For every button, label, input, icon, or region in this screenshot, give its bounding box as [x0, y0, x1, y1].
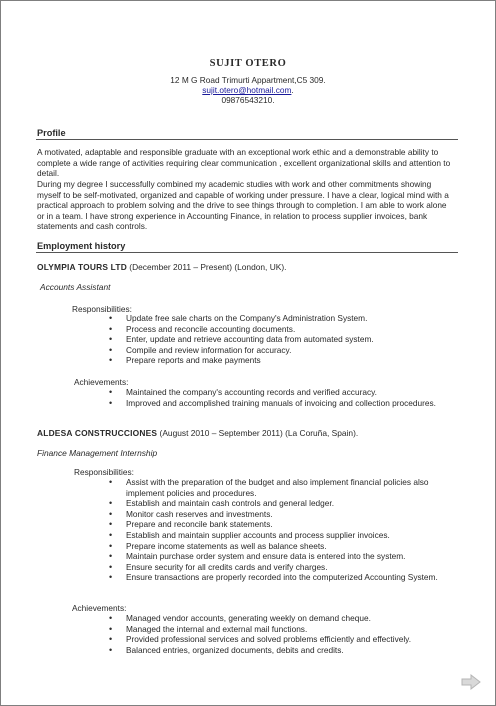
email-link[interactable]: sujit.otero@hotmail.com — [202, 85, 292, 95]
list-item: • Assist with the preparation of the budget and also implement financial policies also implement policies and procedures. — [107, 477, 452, 498]
company-name: ALDESA CONSTRUCCIONES — [37, 428, 158, 438]
list-item: • Monitor cash reserves and investments. — [107, 509, 452, 520]
achievements-label: Achievements: — [74, 377, 129, 387]
list-item: • Ensure transactions are properly recorded into the computerized Accounting System. — [107, 572, 452, 583]
phone: 09876543210. — [221, 95, 275, 105]
list-item: • Managed the internal and external mail functions. — [107, 624, 452, 635]
candidate-name: SUJIT OTERO — [209, 58, 287, 69]
company-name: OLYMPIA TOURS LTD — [37, 262, 127, 272]
list-item: • Establish and maintain cash controls and general ledger. — [107, 498, 452, 509]
list-item: • Prepare and reconcile bank statements. — [107, 519, 452, 530]
job-role: Accounts Assistant — [40, 282, 111, 292]
list-item: • Process and reconcile accounting documents. — [107, 324, 452, 335]
job-header — [37, 428, 358, 439]
list-item: • Managed vendor accounts, generating weekly on demand cheque. — [107, 613, 452, 624]
profile-paragraph-1: A motivated, adaptable and responsible graduate with an exceptional work ethic and a demonstrable ability to complete a wide range of activities requiring clear communication , excellent organizational skills and attention to detail. — [37, 147, 451, 179]
job-role: Finance Management Internship — [37, 448, 158, 458]
list-item: • Enter, update and retrieve accounting data from automated system. — [107, 334, 452, 345]
responsibilities-list — [107, 477, 452, 583]
job-dates-location: (December 2011 – Present) (London, UK). — [126, 262, 287, 272]
list-item: • Compile and review information for accuracy. — [107, 345, 452, 356]
profile-heading: Profile — [37, 128, 66, 138]
responsibilities-label: Responsibilities: — [72, 304, 132, 314]
achievements-list — [107, 613, 452, 655]
list-item: • Update free sale charts on the Company's Administration System. — [107, 313, 452, 324]
profile-paragraph-2: During my degree I successfully combined my academic studies with work and other commitments showing myself to be self-motivated, organized and capable of working under pressure. I have a clear, logical mind with a practical approach to problem solving and the drive to see things through to completion. I am able to work alone or in a team. I have strong experience in Accounting Finance, in relation to process supplier invoices, bank statements and cash controls. — [37, 179, 449, 232]
list-item: • Maintain purchase order system and ensure data is entered into the system. — [107, 551, 452, 562]
list-item: • Establish and maintain supplier accounts and process supplier invoices. — [107, 530, 452, 541]
email-line — [0, 85, 496, 96]
job-header — [37, 262, 286, 273]
list-item: • Prepare income statements as well as balance sheets. — [107, 541, 452, 552]
list-item: • Ensure security for all credits cards and verify charges. — [107, 562, 452, 573]
responsibilities-list — [107, 313, 452, 366]
arrow-right-icon-graphic — [460, 673, 482, 691]
employment-divider — [36, 252, 458, 253]
job-dates-location: (August 2010 – September 2011) (La Coruña, Spain). — [157, 428, 359, 438]
list-item: • Maintained the company's accounting records and verified accuracy. — [107, 387, 462, 398]
profile-divider — [36, 139, 458, 140]
address: 12 M G Road Trimurti Appartment,C5 309. — [170, 75, 326, 85]
responsibilities-label: Responsibilities: — [74, 467, 134, 477]
achievements-list — [107, 387, 462, 408]
list-item: • Provided professional services and solved problems efficiently and effectively. — [107, 634, 452, 645]
list-item: • Balanced entries, organized documents, debits and credits. — [107, 645, 452, 656]
employment-heading: Employment history — [37, 241, 126, 251]
email-suffix: . — [291, 85, 294, 95]
list-item: • Prepare reports and make payments — [107, 355, 452, 366]
list-item: • Improved and accomplished training manuals of invoicing and collection procedures. — [107, 398, 462, 409]
achievements-label: Achievements: — [72, 603, 127, 613]
arrow-right-icon[interactable] — [460, 673, 482, 691]
